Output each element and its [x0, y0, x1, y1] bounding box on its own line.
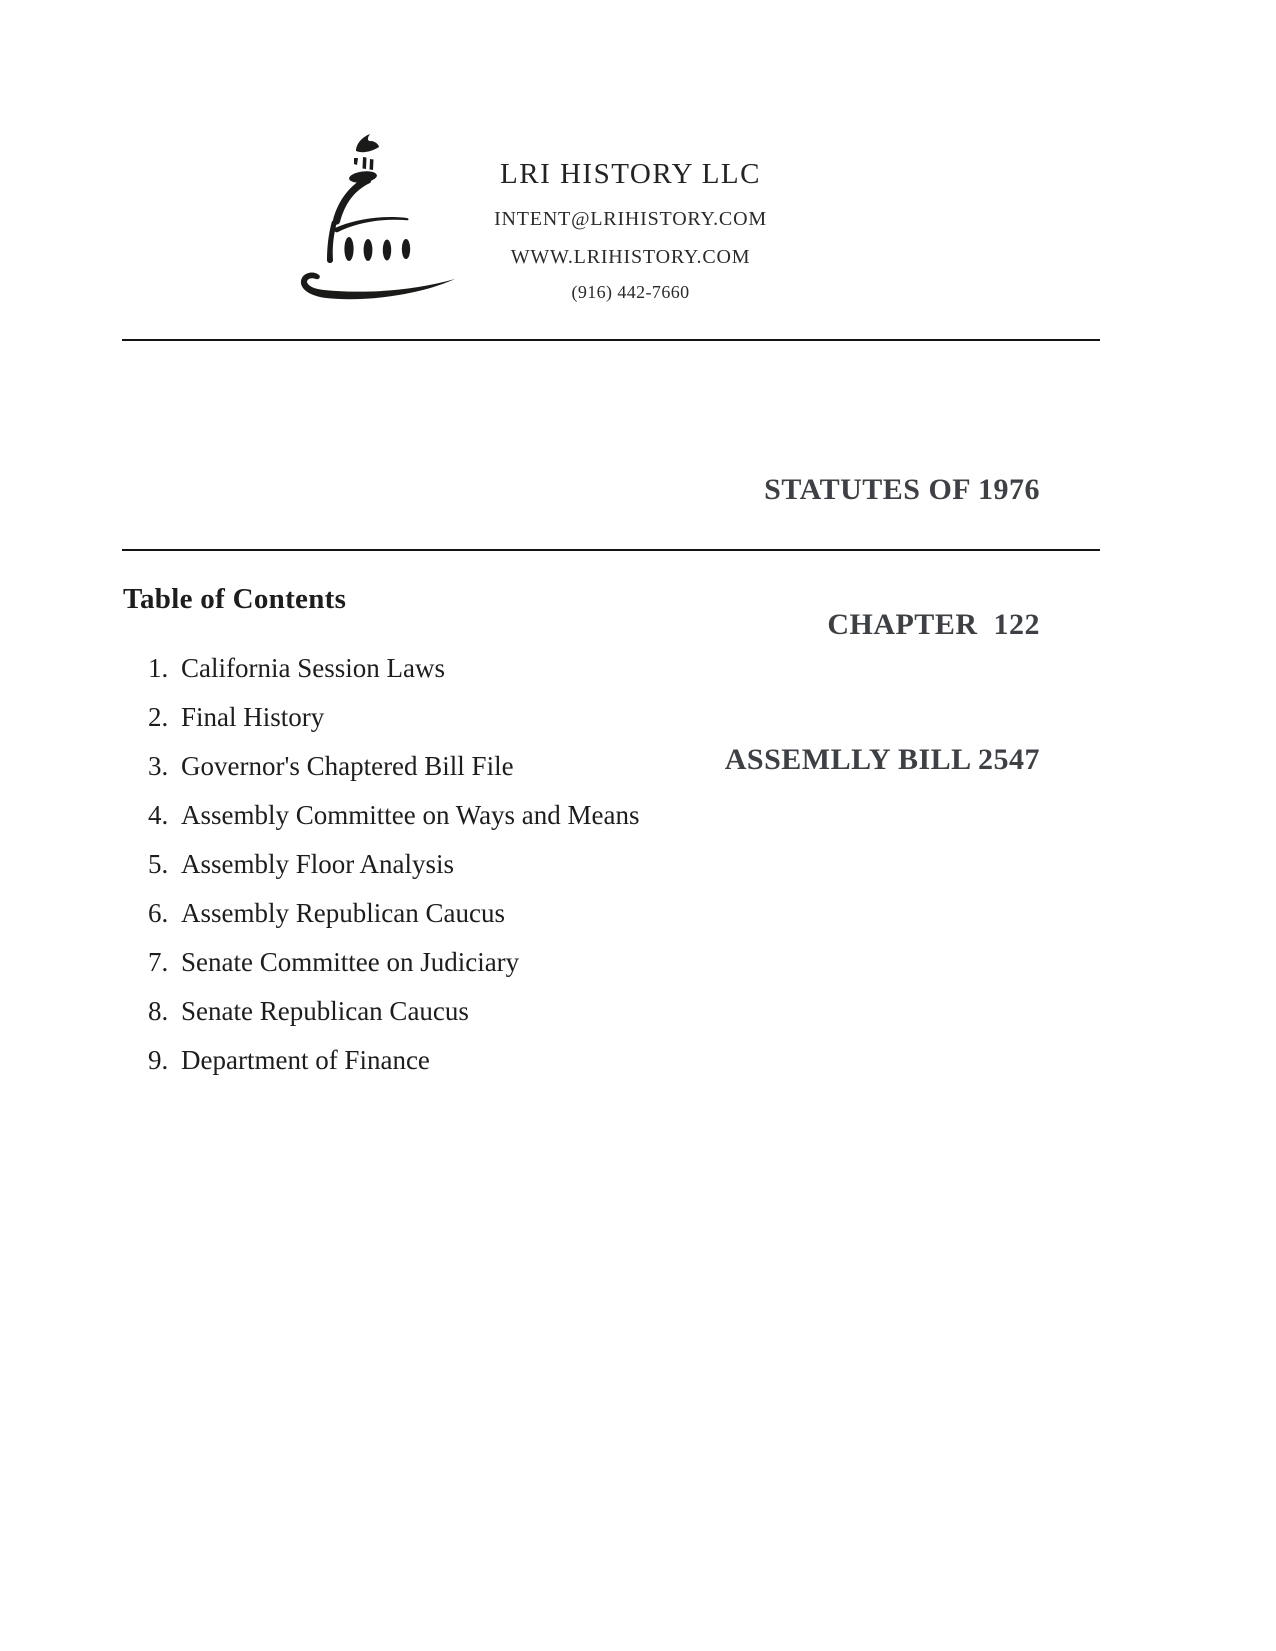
toc-item-number: 2.: [148, 702, 169, 732]
toc-item-label: Assembly Committee on Ways and Means: [181, 800, 640, 830]
horizontal-rule-top: [122, 339, 1100, 341]
toc-item-number: 4.: [148, 800, 169, 830]
statutes-line: STATUTES OF 1976: [764, 473, 1040, 506]
toc-item-number: 6.: [148, 898, 169, 928]
toc-item: [148, 987, 640, 1036]
toc-item-label: Senate Committee on Judiciary: [181, 947, 520, 977]
toc-item: [148, 840, 640, 889]
capitol-dome-logo: [292, 130, 462, 305]
toc-item-number: 5.: [148, 849, 169, 879]
toc-item-number: 3.: [148, 751, 169, 781]
company-email: INTENT@LRIHISTORY.COM: [494, 208, 767, 230]
document-title-block: [725, 377, 1040, 872]
toc-item-number: 8.: [148, 996, 169, 1026]
letterhead: [458, 160, 803, 301]
toc-item-number: 1.: [148, 653, 169, 683]
company-phone: (916) 442-7660: [571, 282, 690, 302]
chapter-line: CHAPTER 122: [827, 608, 1040, 641]
toc-item-label: Senate Republican Caucus: [181, 996, 469, 1026]
toc-item: [148, 791, 640, 840]
toc-item: [148, 938, 640, 987]
toc-item: [148, 1036, 640, 1085]
toc-item-label: Final History: [181, 702, 325, 732]
toc-heading: Table of Contents: [123, 583, 347, 615]
capitol-dome-sketch-icon: [292, 130, 462, 305]
toc-item-label: Department of Finance: [181, 1045, 430, 1075]
toc-item: [148, 644, 640, 693]
bill-line: ASSEMLLY BILL 2547: [724, 743, 1040, 776]
company-name: LRI HISTORY LLC: [500, 158, 761, 190]
toc-item-label: Governor's Chaptered Bill File: [181, 751, 514, 781]
toc-item: [148, 889, 640, 938]
toc-item-number: 9.: [148, 1045, 169, 1075]
toc-item-number: 7.: [148, 947, 169, 977]
toc-item-label: Assembly Floor Analysis: [181, 849, 455, 879]
toc-item-label: Assembly Republican Caucus: [181, 898, 505, 928]
horizontal-rule-bottom: [122, 549, 1100, 551]
toc-item: [148, 693, 640, 742]
toc-item: [148, 742, 640, 791]
toc-item-label: California Session Laws: [181, 653, 445, 683]
toc-list: [148, 644, 640, 1085]
company-website: WWW.LRIHISTORY.COM: [510, 246, 751, 268]
